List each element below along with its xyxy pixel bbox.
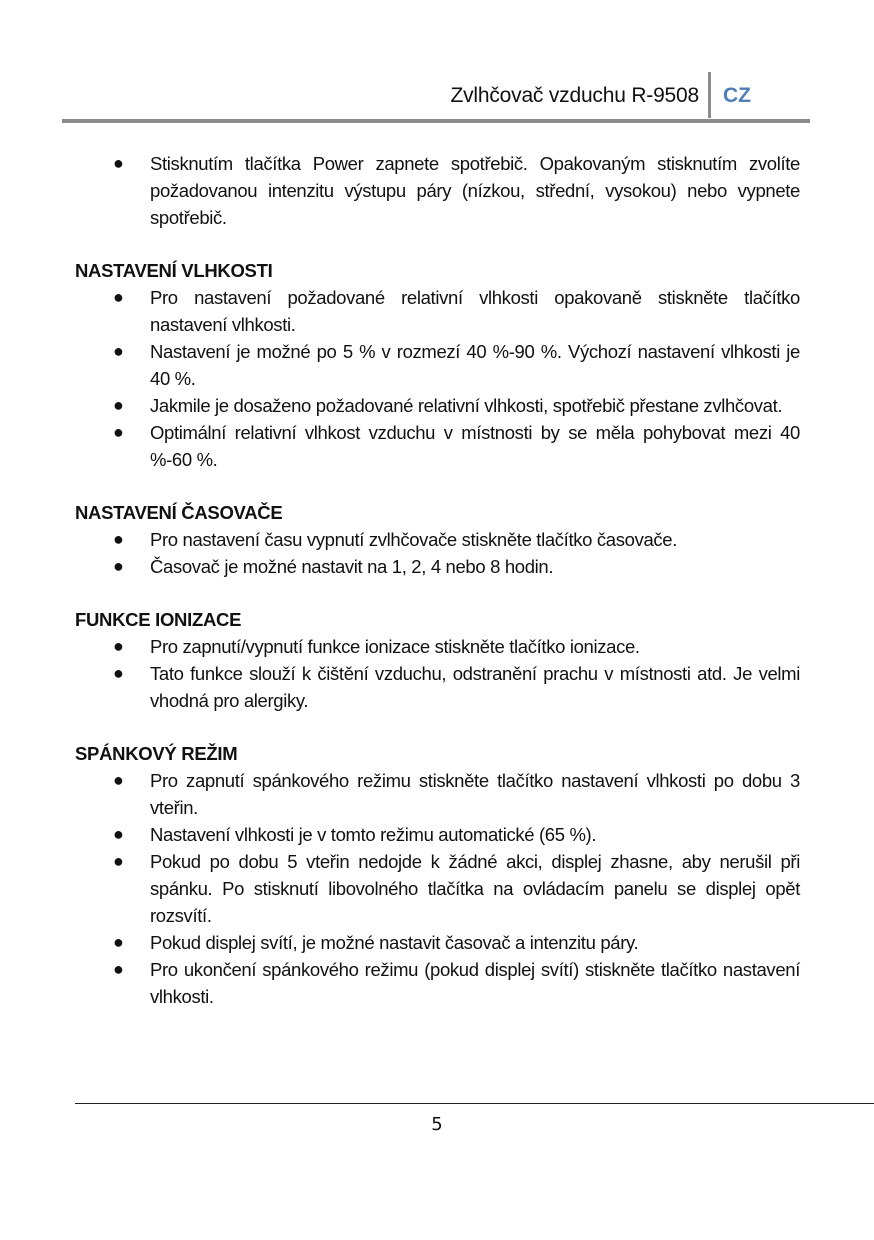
list-item-text: Nastavení je možné po 5 % v rozmezí 40 %-90 %. Výchozí nastavení vlhkosti je 40 %.: [150, 341, 800, 389]
list-item-text: Pokud displej svítí, je možné nastavit časovač a intenzitu páry.: [150, 932, 639, 953]
section-title-timer: NASTAVENÍ ČASOVAČE: [75, 502, 283, 523]
bullet-icon: ●: [113, 851, 124, 871]
list-item-text: Pro ukončení spánkového režimu (pokud displej svítí) stiskněte tlačítko nastavení vlhkosti.: [150, 959, 800, 1007]
bullet-icon: ●: [113, 395, 124, 415]
list-item: [75, 848, 800, 929]
list-item-text: Stisknutím tlačítka Power zapnete spotřebič. Opakovaným stisknutím zvolíte požadovanou intenzitu výstupu páry (nízkou, střední, vysokou) nebo vypnete spotřebič.: [150, 153, 800, 228]
section-title-humidity: NASTAVENÍ VLHKOSTI: [75, 260, 273, 281]
list-item-text: Optimální relativní vlhkost vzduchu v místnosti by se měla pohybovat mezi 40 %-60 %.: [150, 422, 800, 470]
list-item: [75, 338, 800, 392]
section-list-timer: [75, 526, 800, 580]
list-item-text: Pro nastavení požadované relativní vlhkosti opakovaně stiskněte tlačítko nastavení vlhkosti.: [150, 287, 800, 335]
list-item: [75, 633, 800, 660]
list-item: [75, 821, 800, 848]
section-list-sleep-mode: [75, 767, 800, 1010]
list-item-text: Pro nastavení času vypnutí zvlhčovače stiskněte tlačítko časovače.: [150, 529, 678, 550]
bullet-icon: ●: [113, 959, 124, 979]
list-item: [75, 660, 800, 714]
list-item-text: Jakmile je dosaženo požadované relativní vlhkosti, spotřebič přestane zvlhčovat.: [150, 395, 783, 416]
bullet-icon: ●: [113, 287, 124, 307]
list-item-text: Pro zapnutí spánkového režimu stiskněte tlačítko nastavení vlhkosti po dobu 3 vteřin.: [150, 770, 800, 818]
page-number: 5: [431, 1114, 443, 1135]
header-rule: [62, 119, 810, 123]
page-content: [75, 150, 800, 1010]
list-item: [75, 419, 800, 473]
list-item: [75, 553, 800, 580]
bullet-icon: ●: [113, 422, 124, 442]
list-item: [75, 392, 800, 419]
language-code: CZ: [723, 84, 751, 107]
intro-list: [75, 150, 800, 231]
list-item-text: Pro zapnutí/vypnutí funkce ionizace stiskněte tlačítko ionizace.: [150, 636, 640, 657]
list-item-text: Tato funkce slouží k čištění vzduchu, odstranění prachu v místnosti atd. Je velmi vhodná pro alergiky.: [150, 663, 800, 711]
bullet-icon: ●: [113, 636, 124, 656]
list-item: [75, 929, 800, 956]
bullet-icon: ●: [113, 770, 124, 790]
list-item: [75, 767, 800, 821]
section-list-humidity: [75, 284, 800, 473]
section-list-ionization: [75, 633, 800, 714]
list-item-text: Nastavení vlhkosti je v tomto režimu automatické (65 %).: [150, 824, 597, 845]
header-title: Zvlhčovač vzduchu R-9508: [450, 84, 699, 107]
list-item: [75, 956, 800, 1010]
section-title-ionization: FUNKCE IONIZACE: [75, 609, 242, 630]
footer-rule: [75, 1103, 874, 1104]
bullet-icon: ●: [113, 824, 124, 844]
list-item-text: Pokud po dobu 5 vteřin nedojde k žádné akci, displej zhasne, aby nerušil při spánku. Po stisknutí libovolného tlačítka na ovládacím panelu se displej opět rozsvítí.: [150, 851, 800, 926]
bullet-icon: ●: [113, 341, 124, 361]
bullet-icon: ●: [113, 529, 124, 549]
bullet-icon: ●: [113, 932, 124, 952]
list-item: [75, 526, 800, 553]
list-item: [75, 150, 800, 231]
bullet-icon: ●: [113, 556, 124, 576]
section-title-sleep-mode: SPÁNKOVÝ REŽIM: [75, 743, 238, 764]
header-separator: [708, 72, 711, 118]
list-item: [75, 284, 800, 338]
bullet-icon: ●: [113, 663, 124, 683]
bullet-icon: ●: [113, 153, 124, 173]
page-header: [62, 72, 810, 122]
list-item-text: Časovač je možné nastavit na 1, 2, 4 nebo 8 hodin.: [150, 556, 554, 577]
